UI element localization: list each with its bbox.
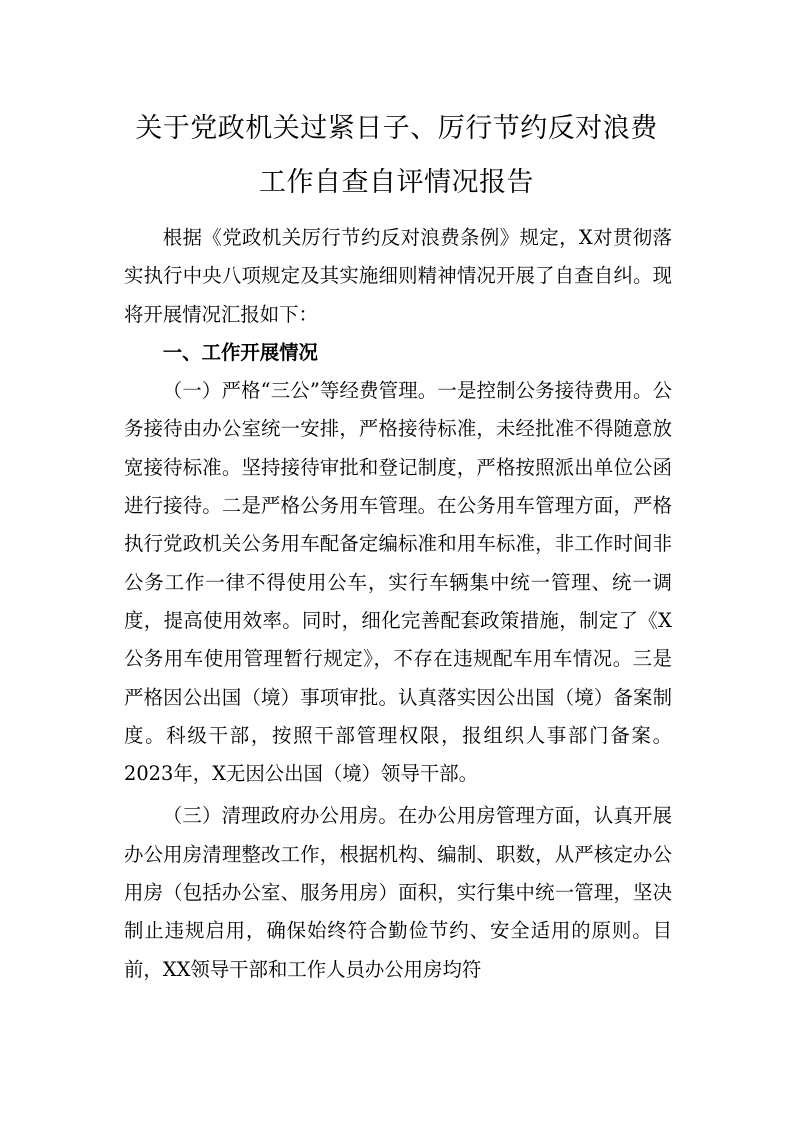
section-heading-1: 一、工作开展情况 [162, 340, 318, 364]
subsection-heading-1: （一）严格“三公”等经费管理。 [162, 379, 438, 403]
subsection-body-3: 在办公用房管理方面，认真开展办公用房清理整改工作，根据机构、编制、职数，从严核定办公用房（包括办公室、服务用房）面积，实行集中统一管理，坚决制止违规启用，确保始终符合勤俭节约、安全适用的原则。目前，XX领导干部和工作人员办公用房均符 [124, 804, 673, 981]
subsection-paragraph-1 [124, 372, 672, 793]
intro-paragraph: 根据《党政机关厉行节约反对浪费条例》规定，X对贯彻落实执行中央八项规定及其实施细则精神情况开展了自查自纠。现将开展情况汇报如下： [124, 226, 672, 326]
subsection-heading-3: （三）清理政府办公用房。 [162, 804, 398, 828]
document-title-line-2: 工作自查自评情况报告 [259, 167, 534, 198]
subsection-paragraph-3 [124, 797, 672, 988]
subsection-body-1: 一是控制公务接待费用。公务接待由办公室统一安排，严格接待标准，未经批准不得随意放宽接待标准。坚持接待审批和登记制度，严格按照派出单位公函进行接待。二是严格公务用车管理。在公务用车管理方面，严格执行党政机关公务用车配备定编标准和用车标准，非工作时间非公务工作一律不得使用公车，实行车辆集中统一管理、统一调度，提高使用效率。同时，细化完善配套政策措施，制定了《X公务用车使用管理暂行规定》，不存在违规配车用车情况。三是严格因公出国（境）事项审批。认真落实因公出国（境）备案制度。科级干部，按照干部管理权限，报组织人事部门备案。2023年，X无因公出国（境）领导干部。 [124, 379, 673, 786]
document-body [124, 219, 672, 989]
document-title-line-1: 关于党政机关过紧日子、厉行节约反对浪费 [135, 113, 658, 144]
